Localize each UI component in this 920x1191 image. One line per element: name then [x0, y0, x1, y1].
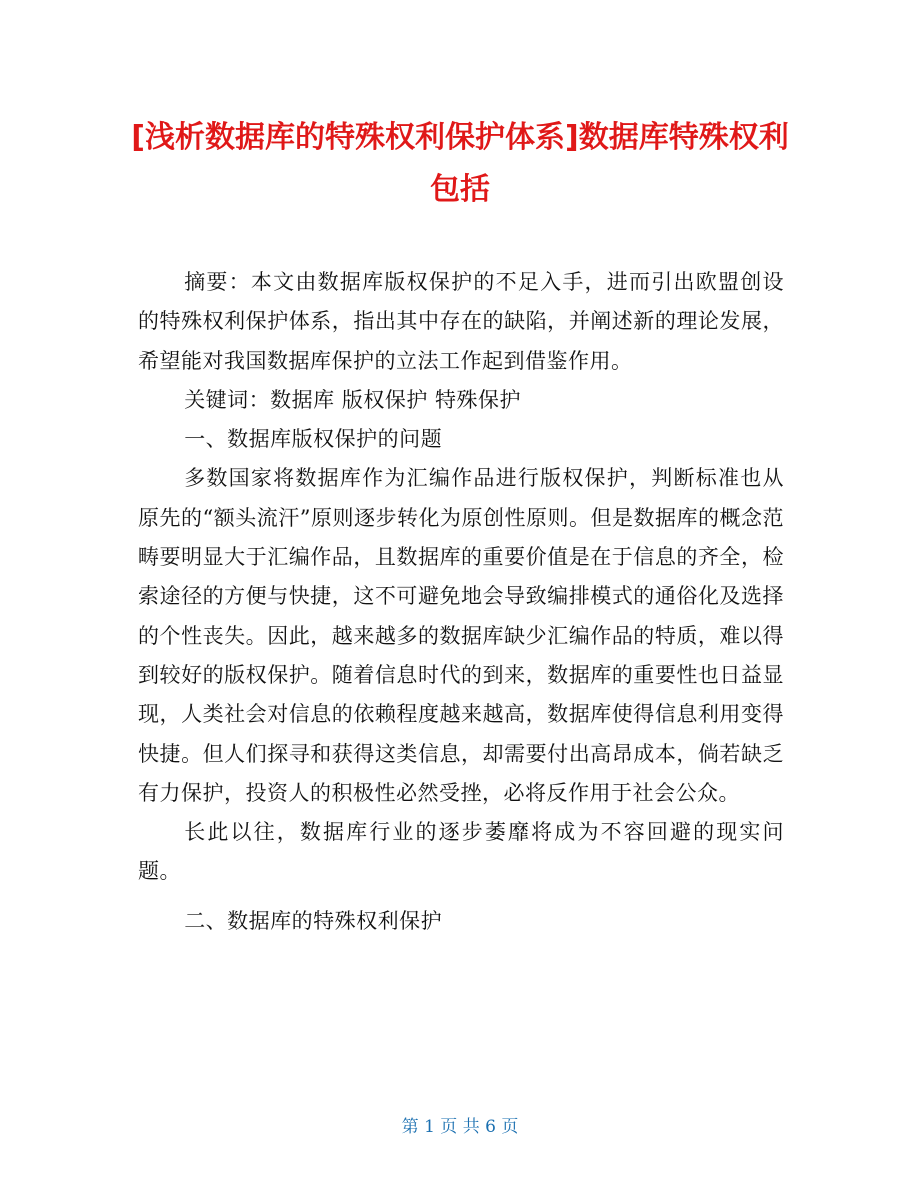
body-paragraph-1: 多数国家将数据库作为汇编作品进行版权保护，判断标准也从原先的“额头流汗”原则逐步转化为原创性原则。但是数据库的概念范畴要明显大于汇编作品，且数据库的重要价值是在于信息的齐全，检索途径的方便与快捷，这不可避免地会导致编排模式的通俗化及选择的个性丧失。因此，越来越多的数据库缺少汇编作品的特质，难以得到较好的版权保护。随着信息时代的到来，数据库的重要性也日益显现，人类社会对信息的依赖程度越来越高，数据库使得信息利用变得快捷。但人们探寻和获得这类信息，却需要付出高昂成本，倘若缺乏有力保护，投资人的积极性必然受挫，必将反作用于社会公众。	[138, 466, 784, 805]
document-body	[138, 263, 784, 941]
document-title: [浅析数据库的特殊权利保护体系]数据库特殊权利包括	[131, 120, 789, 207]
keywords-paragraph: 关键词：数据库 版权保护 特殊保护	[184, 387, 522, 412]
section-heading-1: 一、数据库版权保护的问题	[184, 427, 443, 452]
body-paragraph-2: 长此以往，数据库行业的逐步萎靡将成为不容回避的现实问题。	[138, 820, 784, 884]
page-footer: 第 1 页 共 6 页	[401, 1117, 519, 1137]
section-heading-2: 二、数据库的特殊权利保护	[184, 908, 443, 933]
abstract-paragraph: 摘要：本文由数据库版权保护的不足入手，进而引出欧盟创设的特殊权利保护体系，指出其中存在的缺陷，并阐述新的理论发展，希望能对我国数据库保护的立法工作起到借鉴作用。	[138, 270, 784, 373]
